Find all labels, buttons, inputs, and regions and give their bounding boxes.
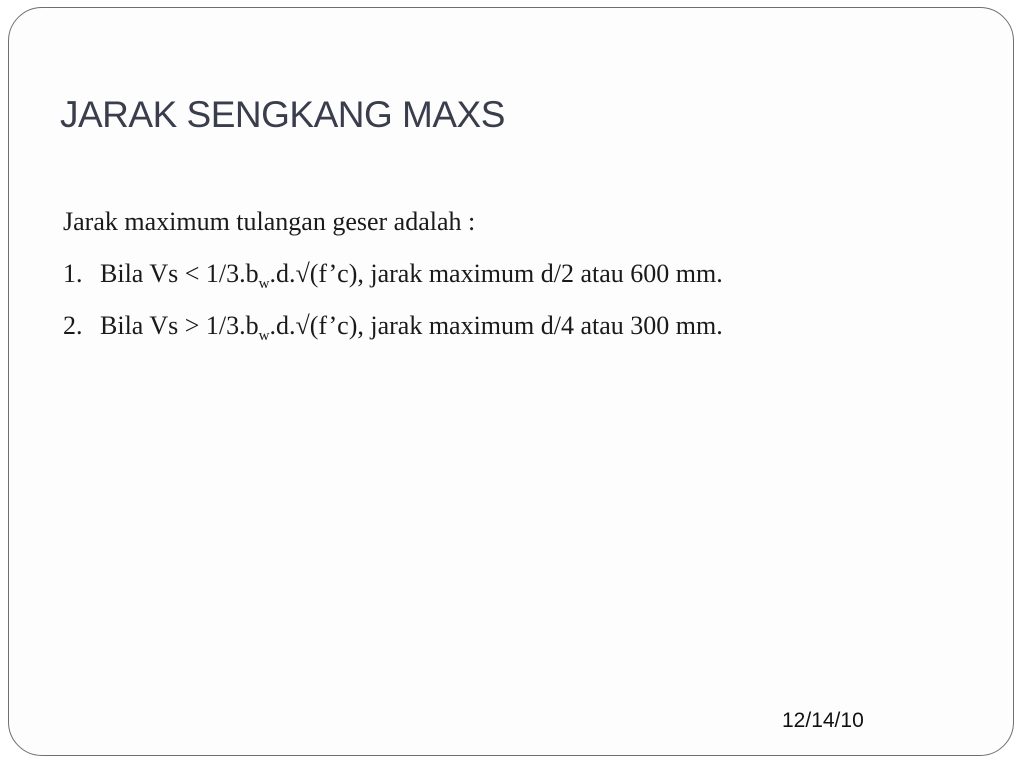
list-item <box>63 300 723 352</box>
formula-subscript: w <box>258 276 270 292</box>
slide-date: 12/14/10 <box>782 709 864 732</box>
formula-prefix: Bila Vs < 1/3.b <box>100 259 259 288</box>
list-number: 2. <box>63 311 83 340</box>
intro-text: Jarak maximum tulangan geser adalah : <box>63 207 476 236</box>
list-number: 1. <box>63 259 83 288</box>
slide-body <box>63 196 723 352</box>
slide-title: JARAK SENGKANG MAXS <box>60 94 505 135</box>
formula-subscript: w <box>258 328 270 344</box>
formula-prefix: Bila Vs > 1/3.b <box>100 311 259 340</box>
formula-suffix: .d.√(f’c), jarak maximum d/2 atau 600 mm. <box>269 259 723 288</box>
formula-suffix: .d.√(f’c), jarak maximum d/4 atau 300 mm. <box>269 311 723 340</box>
list-item <box>63 248 723 300</box>
